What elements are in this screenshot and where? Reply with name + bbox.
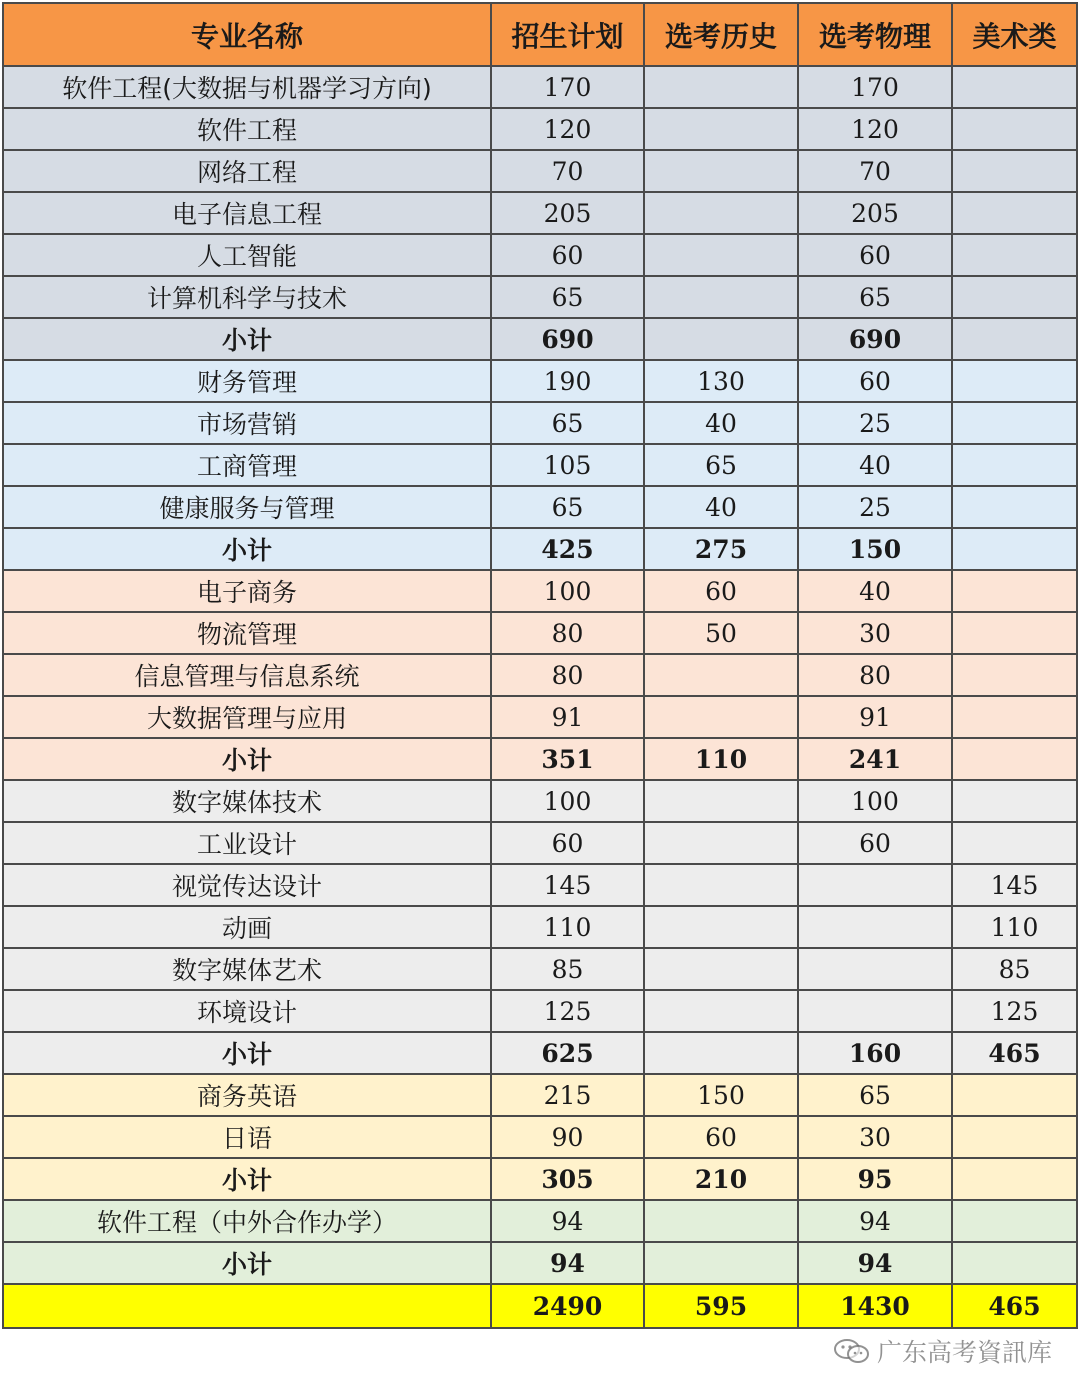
cell-history xyxy=(644,108,798,150)
major-name: 工商管理 xyxy=(3,444,491,486)
cell-history xyxy=(644,864,798,906)
cell-physics: 70 xyxy=(798,150,952,192)
table-row xyxy=(3,612,1077,654)
cell-plan: 60 xyxy=(491,822,644,864)
cell-physics: 100 xyxy=(798,780,952,822)
cell-history: 60 xyxy=(644,1116,798,1158)
cell-art xyxy=(952,1074,1077,1116)
cell-art xyxy=(952,444,1077,486)
cell-physics: 170 xyxy=(798,66,952,108)
cell-plan: 80 xyxy=(491,654,644,696)
cell-art xyxy=(952,192,1077,234)
cell-art xyxy=(952,612,1077,654)
cell-art: 110 xyxy=(952,906,1077,948)
table-row xyxy=(3,654,1077,696)
table-row xyxy=(3,822,1077,864)
cell-plan: 100 xyxy=(491,570,644,612)
cell-art xyxy=(952,654,1077,696)
cell-physics: 40 xyxy=(798,570,952,612)
cell-history xyxy=(644,150,798,192)
header-row xyxy=(3,3,1077,66)
table-row xyxy=(3,150,1077,192)
subtotal-label: 小计 xyxy=(3,528,491,570)
cell-history: 150 xyxy=(644,1074,798,1116)
subtotal-physics: 95 xyxy=(798,1158,952,1200)
subtotal-art xyxy=(952,1242,1077,1284)
major-name: 电子商务 xyxy=(3,570,491,612)
subtotal-history: 275 xyxy=(644,528,798,570)
subtotal-label: 小计 xyxy=(3,1158,491,1200)
cell-physics xyxy=(798,864,952,906)
cell-history: 40 xyxy=(644,402,798,444)
subtotal-history: 210 xyxy=(644,1158,798,1200)
cell-history xyxy=(644,780,798,822)
cell-physics: 60 xyxy=(798,360,952,402)
cell-art xyxy=(952,486,1077,528)
table-row xyxy=(3,234,1077,276)
header-art-category: 美术类 xyxy=(952,3,1077,66)
subtotal-physics: 690 xyxy=(798,318,952,360)
cell-plan: 90 xyxy=(491,1116,644,1158)
cell-art xyxy=(952,108,1077,150)
major-name: 网络工程 xyxy=(3,150,491,192)
cell-art xyxy=(952,696,1077,738)
cell-plan: 120 xyxy=(491,108,644,150)
subtotal-plan: 305 xyxy=(491,1158,644,1200)
major-name: 软件工程(大数据与机器学习方向) xyxy=(3,66,491,108)
cell-art xyxy=(952,66,1077,108)
table-row xyxy=(3,1200,1077,1242)
cell-plan: 65 xyxy=(491,486,644,528)
cell-physics: 65 xyxy=(798,276,952,318)
cell-art xyxy=(952,234,1077,276)
table-row xyxy=(3,948,1077,990)
subtotal-label: 小计 xyxy=(3,738,491,780)
subtotal-art xyxy=(952,318,1077,360)
major-name: 软件工程 xyxy=(3,108,491,150)
major-name: 数字媒体艺术 xyxy=(3,948,491,990)
subtotal-plan: 94 xyxy=(491,1242,644,1284)
cell-history: 130 xyxy=(644,360,798,402)
cell-art xyxy=(952,1200,1077,1242)
cell-plan: 65 xyxy=(491,276,644,318)
table-row xyxy=(3,486,1077,528)
cell-art: 85 xyxy=(952,948,1077,990)
major-name: 物流管理 xyxy=(3,612,491,654)
subtotal-history: 110 xyxy=(644,738,798,780)
cell-history: 40 xyxy=(644,486,798,528)
total-art: 465 xyxy=(952,1284,1077,1328)
cell-physics: 25 xyxy=(798,486,952,528)
cell-art xyxy=(952,822,1077,864)
cell-plan: 215 xyxy=(491,1074,644,1116)
table-row xyxy=(3,444,1077,486)
cell-plan: 60 xyxy=(491,234,644,276)
cell-physics: 60 xyxy=(798,234,952,276)
cell-history: 60 xyxy=(644,570,798,612)
table-row xyxy=(3,192,1077,234)
major-name: 计算机科学与技术 xyxy=(3,276,491,318)
subtotal-art xyxy=(952,528,1077,570)
subtotal-art: 465 xyxy=(952,1032,1077,1074)
cell-physics: 30 xyxy=(798,612,952,654)
cell-physics: 25 xyxy=(798,402,952,444)
cell-history: 65 xyxy=(644,444,798,486)
major-name: 市场营销 xyxy=(3,402,491,444)
watermark-text: 广东高考資訊库 xyxy=(876,1338,1052,1367)
subtotal-physics: 241 xyxy=(798,738,952,780)
cell-plan: 205 xyxy=(491,192,644,234)
cell-art xyxy=(952,570,1077,612)
cell-history xyxy=(644,276,798,318)
cell-plan: 85 xyxy=(491,948,644,990)
cell-plan: 105 xyxy=(491,444,644,486)
subtotal-row xyxy=(3,528,1077,570)
cell-plan: 80 xyxy=(491,612,644,654)
cell-plan: 190 xyxy=(491,360,644,402)
major-name: 环境设计 xyxy=(3,990,491,1032)
cell-plan: 65 xyxy=(491,402,644,444)
cell-plan: 91 xyxy=(491,696,644,738)
cell-physics: 80 xyxy=(798,654,952,696)
cell-art xyxy=(952,1116,1077,1158)
subtotal-row xyxy=(3,318,1077,360)
cell-art: 125 xyxy=(952,990,1077,1032)
cell-history xyxy=(644,234,798,276)
header-physics-elective: 选考物理 xyxy=(798,3,952,66)
subtotal-plan: 351 xyxy=(491,738,644,780)
subtotal-row xyxy=(3,1158,1077,1200)
major-name: 数字媒体技术 xyxy=(3,780,491,822)
enrollment-plan-table xyxy=(2,2,1078,1329)
cell-plan: 110 xyxy=(491,906,644,948)
subtotal-history xyxy=(644,318,798,360)
cell-history xyxy=(644,696,798,738)
table-row xyxy=(3,108,1077,150)
total-label xyxy=(3,1284,491,1328)
cell-art xyxy=(952,780,1077,822)
cell-plan: 100 xyxy=(491,780,644,822)
table-row xyxy=(3,696,1077,738)
subtotal-row xyxy=(3,1032,1077,1074)
cell-art xyxy=(952,150,1077,192)
cell-physics: 30 xyxy=(798,1116,952,1158)
cell-history xyxy=(644,1200,798,1242)
major-name: 健康服务与管理 xyxy=(3,486,491,528)
cell-physics: 60 xyxy=(798,822,952,864)
subtotal-plan: 625 xyxy=(491,1032,644,1074)
table-row xyxy=(3,402,1077,444)
major-name: 日语 xyxy=(3,1116,491,1158)
table-row xyxy=(3,864,1077,906)
header-history-elective: 选考历史 xyxy=(644,3,798,66)
cell-history: 50 xyxy=(644,612,798,654)
cell-physics: 120 xyxy=(798,108,952,150)
subtotal-physics: 160 xyxy=(798,1032,952,1074)
total-physics: 1430 xyxy=(798,1284,952,1328)
major-name: 动画 xyxy=(3,906,491,948)
total-plan: 2490 xyxy=(491,1284,644,1328)
major-name: 视觉传达设计 xyxy=(3,864,491,906)
header-major-name: 专业名称 xyxy=(3,3,491,66)
table-row xyxy=(3,990,1077,1032)
table-row xyxy=(3,360,1077,402)
table-row xyxy=(3,1074,1077,1116)
table-row xyxy=(3,1116,1077,1158)
major-name: 软件工程（中外合作办学） xyxy=(3,1200,491,1242)
cell-history xyxy=(644,192,798,234)
subtotal-label: 小计 xyxy=(3,1032,491,1074)
subtotal-label: 小计 xyxy=(3,1242,491,1284)
cell-physics: 205 xyxy=(798,192,952,234)
cell-history xyxy=(644,990,798,1032)
subtotal-plan: 425 xyxy=(491,528,644,570)
cell-plan: 70 xyxy=(491,150,644,192)
cell-history xyxy=(644,66,798,108)
cell-plan: 170 xyxy=(491,66,644,108)
cell-art xyxy=(952,276,1077,318)
cell-plan: 145 xyxy=(491,864,644,906)
major-name: 工业设计 xyxy=(3,822,491,864)
major-name: 商务英语 xyxy=(3,1074,491,1116)
watermark xyxy=(833,1333,1052,1369)
subtotal-label: 小计 xyxy=(3,318,491,360)
major-name: 财务管理 xyxy=(3,360,491,402)
table-row xyxy=(3,906,1077,948)
subtotal-row xyxy=(3,738,1077,780)
subtotal-plan: 690 xyxy=(491,318,644,360)
major-name: 人工智能 xyxy=(3,234,491,276)
cell-plan: 125 xyxy=(491,990,644,1032)
header-enrollment-plan: 招生计划 xyxy=(491,3,644,66)
cell-physics: 94 xyxy=(798,1200,952,1242)
subtotal-row xyxy=(3,1242,1077,1284)
cell-history xyxy=(644,654,798,696)
major-name: 信息管理与信息系统 xyxy=(3,654,491,696)
subtotal-art xyxy=(952,1158,1077,1200)
subtotal-art xyxy=(952,738,1077,780)
table-row xyxy=(3,276,1077,318)
cell-physics: 65 xyxy=(798,1074,952,1116)
cell-physics xyxy=(798,906,952,948)
subtotal-history xyxy=(644,1242,798,1284)
wechat-icon xyxy=(833,1338,871,1364)
table-row xyxy=(3,570,1077,612)
cell-history xyxy=(644,948,798,990)
table-row xyxy=(3,66,1077,108)
subtotal-physics: 94 xyxy=(798,1242,952,1284)
cell-physics xyxy=(798,948,952,990)
major-name: 电子信息工程 xyxy=(3,192,491,234)
subtotal-history xyxy=(644,1032,798,1074)
major-name: 大数据管理与应用 xyxy=(3,696,491,738)
cell-art xyxy=(952,360,1077,402)
table-row xyxy=(3,780,1077,822)
total-row xyxy=(3,1284,1077,1328)
cell-art: 145 xyxy=(952,864,1077,906)
subtotal-physics: 150 xyxy=(798,528,952,570)
cell-art xyxy=(952,402,1077,444)
cell-physics: 40 xyxy=(798,444,952,486)
total-history: 595 xyxy=(644,1284,798,1328)
cell-plan: 94 xyxy=(491,1200,644,1242)
cell-physics xyxy=(798,990,952,1032)
cell-history xyxy=(644,906,798,948)
cell-history xyxy=(644,822,798,864)
cell-physics: 91 xyxy=(798,696,952,738)
